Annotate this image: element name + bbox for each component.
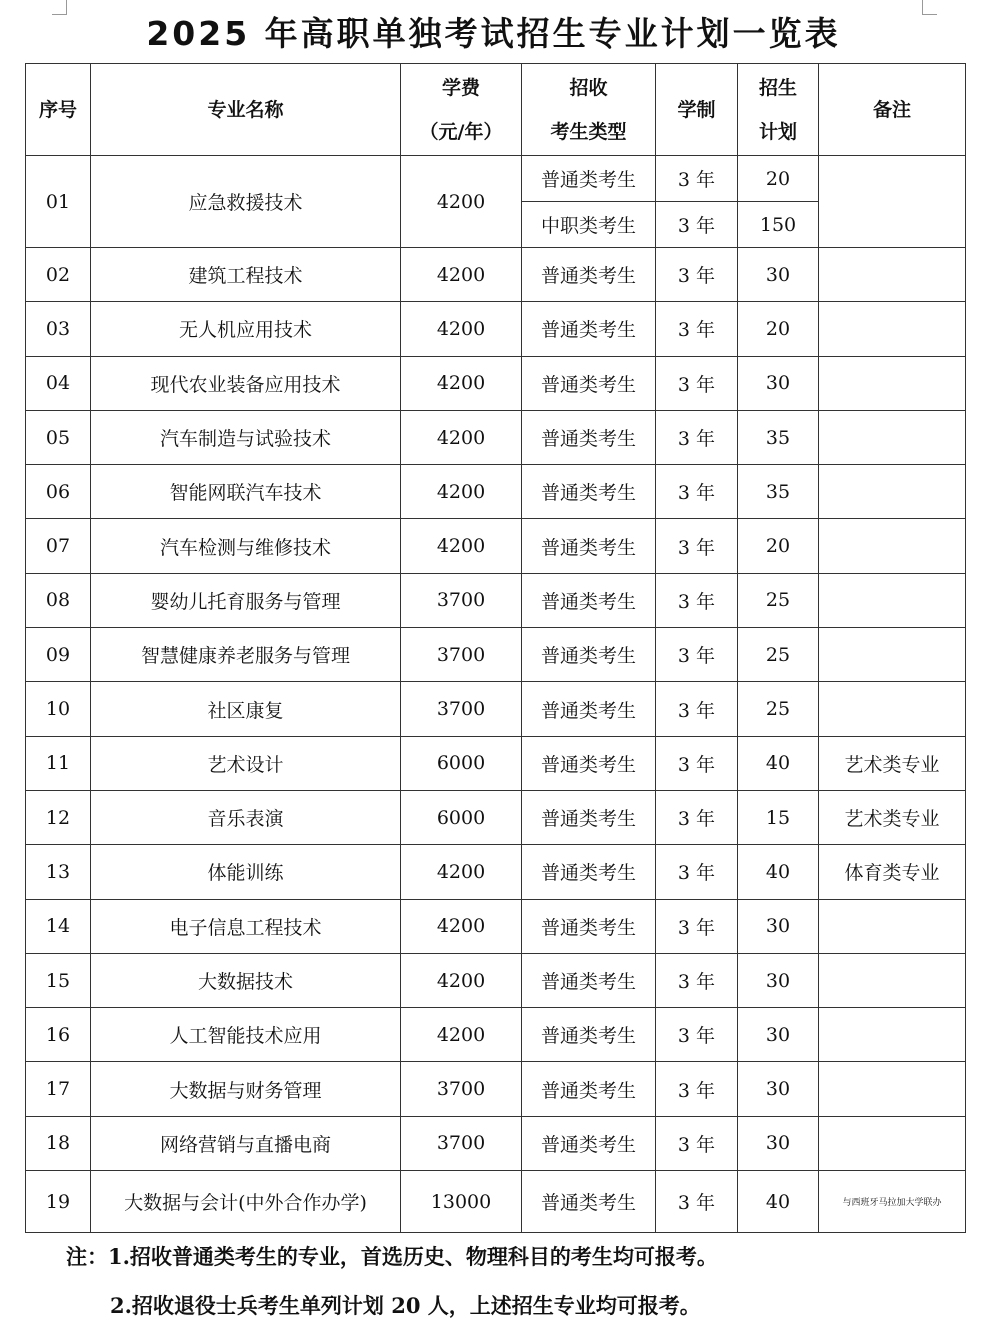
cell-years: 3 年 [656, 356, 738, 410]
table-row [26, 899, 966, 953]
page-title: 2025 年高职单独考试招生专业计划一览表 [146, 14, 841, 53]
cell-plan: 30 [738, 1116, 819, 1170]
cell-remark [819, 156, 966, 248]
table-row [26, 519, 966, 573]
cell-type: 普通类考生 [522, 1062, 656, 1116]
header-type-line2: 考生类型 [550, 120, 627, 143]
cell-years: 3 年 [656, 410, 738, 464]
cell-seq: 12 [26, 790, 91, 844]
cell-type: 普通类考生 [522, 1116, 656, 1170]
cell-plan: 15 [738, 790, 819, 844]
header-fee [401, 64, 522, 156]
cell-type: 普通类考生 [522, 356, 656, 410]
cell-type: 普通类考生 [522, 465, 656, 519]
table-header-row [26, 64, 966, 156]
cell-remark [819, 465, 966, 519]
cell-fee: 4200 [401, 248, 522, 302]
note-line-2: 2.招收退役士兵考生单列计划 20 人，上述招生专业均可报考。 [110, 1293, 701, 1318]
cell-fee: 13000 [401, 1171, 522, 1233]
cell-remark [819, 1008, 966, 1062]
cell-type: 普通类考生 [522, 953, 656, 1007]
cell-name: 汽车制造与试验技术 [91, 410, 401, 464]
cell-seq: 13 [26, 845, 91, 899]
cell-name: 网络营销与直播电商 [91, 1116, 401, 1170]
cell-type: 普通类考生 [522, 790, 656, 844]
cell-plan: 25 [738, 682, 819, 736]
cell-fee: 4200 [401, 465, 522, 519]
cell-years: 3 年 [656, 1171, 738, 1233]
cell-type: 普通类考生 [522, 302, 656, 356]
cell-name: 汽车检测与维修技术 [91, 519, 401, 573]
cell-years: 3 年 [656, 519, 738, 573]
cell-years: 3 年 [656, 628, 738, 682]
cell-name: 大数据与会计(中外合作办学) [91, 1171, 401, 1233]
table-row [26, 302, 966, 356]
cell-remark: 艺术类专业 [819, 790, 966, 844]
cell-type: 普通类考生 [522, 410, 656, 464]
cell-remark [819, 899, 966, 953]
cell-type: 普通类考生 [522, 628, 656, 682]
cell-seq: 14 [26, 899, 91, 953]
cell-fee: 4200 [401, 899, 522, 953]
cell-years: 3 年 [656, 682, 738, 736]
cell-remark: 体育类专业 [819, 845, 966, 899]
header-seq: 序号 [26, 64, 91, 156]
cell-plan: 20 [738, 519, 819, 573]
cell-fee: 4200 [401, 953, 522, 1007]
cell-type: 中职类考生 [522, 202, 656, 248]
header-fee-line1: 学费 [441, 76, 480, 99]
cell-plan: 40 [738, 845, 819, 899]
cell-type: 普通类考生 [522, 736, 656, 790]
header-years: 学制 [656, 64, 738, 156]
cell-type: 普通类考生 [522, 1171, 656, 1233]
table-row [26, 1116, 966, 1170]
cell-name: 社区康复 [91, 682, 401, 736]
cell-seq: 03 [26, 302, 91, 356]
header-type [522, 64, 656, 156]
cell-type: 普通类考生 [522, 573, 656, 627]
cell-remark [819, 248, 966, 302]
header-plan-line2: 计划 [758, 120, 797, 143]
cell-name: 无人机应用技术 [91, 302, 401, 356]
cell-name: 艺术设计 [91, 736, 401, 790]
cell-plan: 25 [738, 573, 819, 627]
cell-name: 电子信息工程技术 [91, 899, 401, 953]
cell-seq: 11 [26, 736, 91, 790]
header-type-line1: 招收 [569, 76, 608, 99]
cell-seq: 17 [26, 1062, 91, 1116]
cell-fee: 3700 [401, 1116, 522, 1170]
cell-seq: 07 [26, 519, 91, 573]
cell-plan: 20 [738, 156, 819, 202]
cell-years: 3 年 [656, 1116, 738, 1170]
cell-years: 3 年 [656, 953, 738, 1007]
cell-seq: 10 [26, 682, 91, 736]
cell-type: 普通类考生 [522, 845, 656, 899]
table-row [26, 356, 966, 410]
cell-seq: 09 [26, 628, 91, 682]
table-row [26, 410, 966, 464]
cell-remark [819, 302, 966, 356]
cell-fee: 4200 [401, 356, 522, 410]
cell-fee: 4200 [401, 1008, 522, 1062]
cell-remark [819, 519, 966, 573]
cell-plan: 40 [738, 1171, 819, 1233]
cell-remark [819, 1062, 966, 1116]
cell-name: 音乐表演 [91, 790, 401, 844]
cell-fee: 3700 [401, 1062, 522, 1116]
table-row [26, 1171, 966, 1233]
cell-name: 建筑工程技术 [91, 248, 401, 302]
cell-name: 体能训练 [91, 845, 401, 899]
cell-seq: 08 [26, 573, 91, 627]
cell-remark: 艺术类专业 [819, 736, 966, 790]
cell-name: 婴幼儿托育服务与管理 [91, 573, 401, 627]
cell-fee: 6000 [401, 790, 522, 844]
table-row [26, 248, 966, 302]
cell-type: 普通类考生 [522, 1008, 656, 1062]
cell-seq: 15 [26, 953, 91, 1007]
header-plan-line1: 招生 [758, 76, 797, 99]
cell-type: 普通类考生 [522, 519, 656, 573]
cell-name: 人工智能技术应用 [91, 1008, 401, 1062]
table-row [26, 682, 966, 736]
table-row [26, 628, 966, 682]
cell-plan: 30 [738, 953, 819, 1007]
cell-seq: 04 [26, 356, 91, 410]
cell-plan: 35 [738, 465, 819, 519]
cell-years: 3 年 [656, 790, 738, 844]
header-name: 专业名称 [91, 64, 401, 156]
cell-remark: 与西班牙马拉加大学联办 [819, 1171, 966, 1233]
header-fee-line2: （元/年） [419, 120, 503, 143]
cell-remark [819, 1116, 966, 1170]
enrollment-plan-table [25, 63, 966, 1233]
cell-plan: 40 [738, 736, 819, 790]
cell-name: 大数据技术 [91, 953, 401, 1007]
cell-name: 大数据与财务管理 [91, 1062, 401, 1116]
cell-type: 普通类考生 [522, 682, 656, 736]
cell-type: 普通类考生 [522, 248, 656, 302]
table-row [26, 1062, 966, 1116]
cell-remark [819, 953, 966, 1007]
table-row [26, 1008, 966, 1062]
cell-name: 现代农业装备应用技术 [91, 356, 401, 410]
cell-remark [819, 356, 966, 410]
cell-type: 普通类考生 [522, 899, 656, 953]
cell-years: 3 年 [656, 302, 738, 356]
note-line-1: 注：1.招收普通类考生的专业，首选历史、物理科目的考生均可报考。 [66, 1244, 718, 1269]
cell-seq: 02 [26, 248, 91, 302]
table-row [26, 465, 966, 519]
cell-name: 智能网联汽车技术 [91, 465, 401, 519]
cell-fee: 4200 [401, 302, 522, 356]
cell-years: 3 年 [656, 202, 738, 248]
table-row [26, 573, 966, 627]
table-row [26, 736, 966, 790]
table-row [26, 790, 966, 844]
cell-plan: 30 [738, 1062, 819, 1116]
cell-remark [819, 410, 966, 464]
cell-fee: 4200 [401, 519, 522, 573]
cell-years: 3 年 [656, 248, 738, 302]
cell-fee: 3700 [401, 573, 522, 627]
cell-seq: 19 [26, 1171, 91, 1233]
cell-remark [819, 682, 966, 736]
cell-years: 3 年 [656, 1008, 738, 1062]
cell-seq: 05 [26, 410, 91, 464]
cell-fee: 4200 [401, 156, 522, 248]
cell-plan: 30 [738, 248, 819, 302]
cell-remark [819, 628, 966, 682]
cell-plan: 35 [738, 410, 819, 464]
cell-plan: 25 [738, 628, 819, 682]
header-remark: 备注 [819, 64, 966, 156]
cell-years: 3 年 [656, 465, 738, 519]
cell-years: 3 年 [656, 845, 738, 899]
table-row [26, 845, 966, 899]
cell-plan: 30 [738, 899, 819, 953]
cell-name: 智慧健康养老服务与管理 [91, 628, 401, 682]
cell-plan: 20 [738, 302, 819, 356]
cell-years: 3 年 [656, 156, 738, 202]
cell-years: 3 年 [656, 899, 738, 953]
cell-seq: 18 [26, 1116, 91, 1170]
cell-years: 3 年 [656, 736, 738, 790]
cell-remark [819, 573, 966, 627]
cell-seq: 01 [26, 156, 91, 248]
cell-seq: 16 [26, 1008, 91, 1062]
cell-plan: 150 [738, 202, 819, 248]
cell-fee: 3700 [401, 628, 522, 682]
cell-years: 3 年 [656, 573, 738, 627]
cell-fee: 4200 [401, 410, 522, 464]
header-plan [738, 64, 819, 156]
cell-fee: 4200 [401, 845, 522, 899]
table-row [26, 156, 966, 202]
cell-fee: 3700 [401, 682, 522, 736]
cell-seq: 06 [26, 465, 91, 519]
cell-plan: 30 [738, 1008, 819, 1062]
cell-type: 普通类考生 [522, 156, 656, 202]
cell-plan: 30 [738, 356, 819, 410]
cell-fee: 6000 [401, 736, 522, 790]
cell-years: 3 年 [656, 1062, 738, 1116]
table-row [26, 953, 966, 1007]
cell-name: 应急救援技术 [91, 156, 401, 248]
